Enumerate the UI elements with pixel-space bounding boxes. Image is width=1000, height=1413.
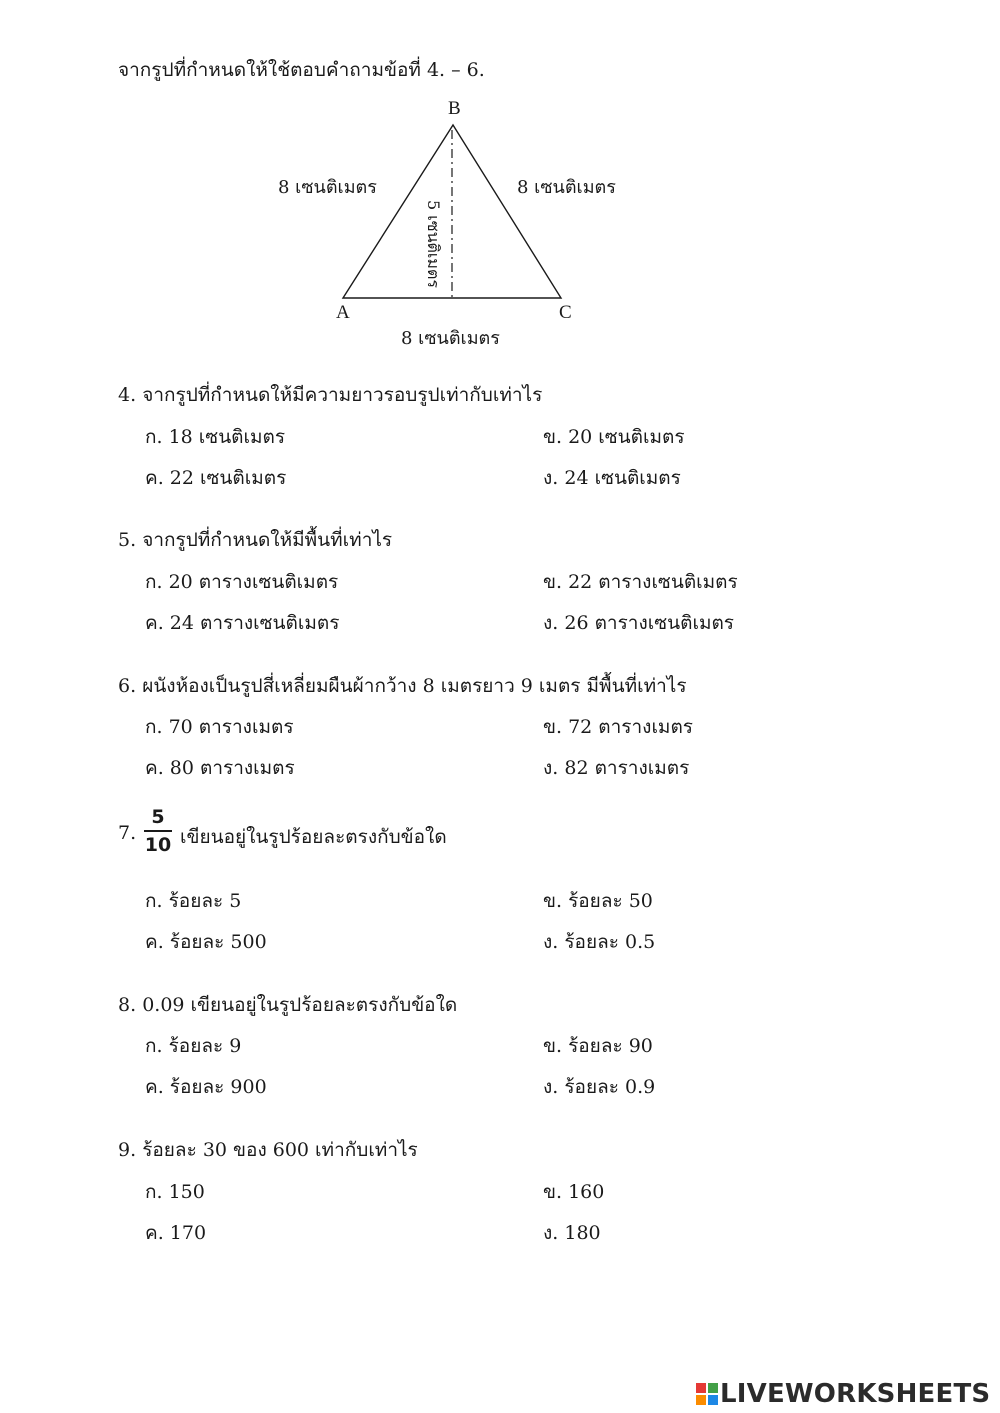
q5-option-d[interactable]: ง. 26 ตารางเซนติเมตร	[543, 612, 735, 634]
q4-option-d[interactable]: ง. 24 เซนติเมตร	[543, 467, 681, 489]
q4-option-a[interactable]: ก. 18 เซนติเมตร	[145, 426, 286, 448]
intro-text: จากรูปที่กำหนดให้ใช้ตอบคำถามข้อที่ 4. – 6.	[118, 59, 485, 81]
question-6	[118, 671, 687, 701]
question-5	[118, 525, 392, 555]
q4-option-b[interactable]: ข. 20 เซนติเมตร	[543, 426, 685, 448]
question-number: 9.	[118, 1139, 137, 1161]
logo-tile	[708, 1395, 718, 1405]
question-text: ร้อยละ 30 ของ 600 เท่ากับเท่าไร	[142, 1139, 418, 1161]
fraction-denominator: 10	[144, 834, 172, 856]
question-text: จากรูปที่กำหนดให้มีพื้นที่เท่าไร	[142, 529, 393, 551]
height-label: 5 เซนติเมตร	[424, 200, 443, 288]
q8-option-c[interactable]: ค. ร้อยละ 900	[145, 1076, 267, 1098]
q5-option-a[interactable]: ก. 20 ตารางเซนติเมตร	[145, 571, 339, 593]
question-7-number: 7.	[118, 822, 137, 844]
question-number: 8.	[118, 994, 137, 1016]
q6-option-b[interactable]: ข. 72 ตารางเมตร	[543, 716, 694, 738]
q9-option-b[interactable]: ข. 160	[543, 1181, 605, 1203]
triangle-figure	[260, 92, 640, 354]
q9-option-d[interactable]: ง. 180	[543, 1222, 601, 1244]
question-number: 5.	[118, 529, 137, 551]
fraction-bar	[144, 830, 172, 832]
fraction-numerator: 5	[151, 806, 165, 828]
question-9	[118, 1135, 418, 1165]
vertex-b-label: B	[448, 98, 461, 119]
vertex-a-label: A	[336, 302, 350, 323]
logo-text: LIVEWORKSHEETS	[720, 1379, 991, 1409]
question-text: ผนังห้องเป็นรูปสี่เหลี่ยมผืนผ้ากว้าง 8 เมตรยาว 9 เมตร มีพื้นที่เท่าไร	[142, 675, 687, 697]
q8-option-b[interactable]: ข. ร้อยละ 90	[543, 1035, 653, 1057]
logo-tile	[696, 1395, 706, 1405]
q8-option-d[interactable]: ง. ร้อยละ 0.9	[543, 1076, 656, 1098]
q7-option-b[interactable]: ข. ร้อยละ 50	[543, 890, 653, 912]
q8-option-a[interactable]: ก. ร้อยละ 9	[145, 1035, 242, 1057]
fraction	[144, 806, 172, 856]
logo-tiles-icon	[696, 1383, 718, 1405]
vertex-c-label: C	[559, 302, 572, 323]
question-text: จากรูปที่กำหนดให้มีความยาวรอบรูปเท่ากับเท่าไร	[142, 384, 543, 406]
q4-option-c[interactable]: ค. 22 เซนติเมตร	[145, 467, 287, 489]
question-4	[118, 380, 542, 410]
side-left-label: 8 เซนติเมตร	[278, 177, 377, 198]
q7-option-c[interactable]: ค. ร้อยละ 500	[145, 931, 267, 953]
question-text: 0.09 เขียนอยู่ในรูปร้อยละตรงกับข้อใด	[142, 994, 458, 1016]
q6-option-d[interactable]: ง. 82 ตารางเมตร	[543, 757, 690, 779]
question-number: 4.	[118, 384, 137, 406]
q9-option-a[interactable]: ก. 150	[145, 1181, 205, 1203]
q6-option-c[interactable]: ค. 80 ตารางเมตร	[145, 757, 295, 779]
side-right-label: 8 เซนติเมตร	[517, 177, 616, 198]
liveworksheets-logo	[696, 1378, 990, 1410]
q9-option-c[interactable]: ค. 170	[145, 1222, 207, 1244]
q7-option-a[interactable]: ก. ร้อยละ 5	[145, 890, 242, 912]
q5-option-c[interactable]: ค. 24 ตารางเซนติเมตร	[145, 612, 340, 634]
question-8	[118, 990, 457, 1020]
logo-tile	[696, 1383, 706, 1393]
side-bottom-label: 8 เซนติเมตร	[401, 328, 500, 349]
q5-option-b[interactable]: ข. 22 ตารางเซนติเมตร	[543, 571, 738, 593]
question-number: 6.	[118, 675, 137, 697]
q6-option-a[interactable]: ก. 70 ตารางเมตร	[145, 716, 294, 738]
logo-tile	[708, 1383, 718, 1393]
question-7-text: เขียนอยู่ในรูปร้อยละตรงกับข้อใด	[180, 826, 447, 848]
q7-option-d[interactable]: ง. ร้อยละ 0.5	[543, 931, 656, 953]
